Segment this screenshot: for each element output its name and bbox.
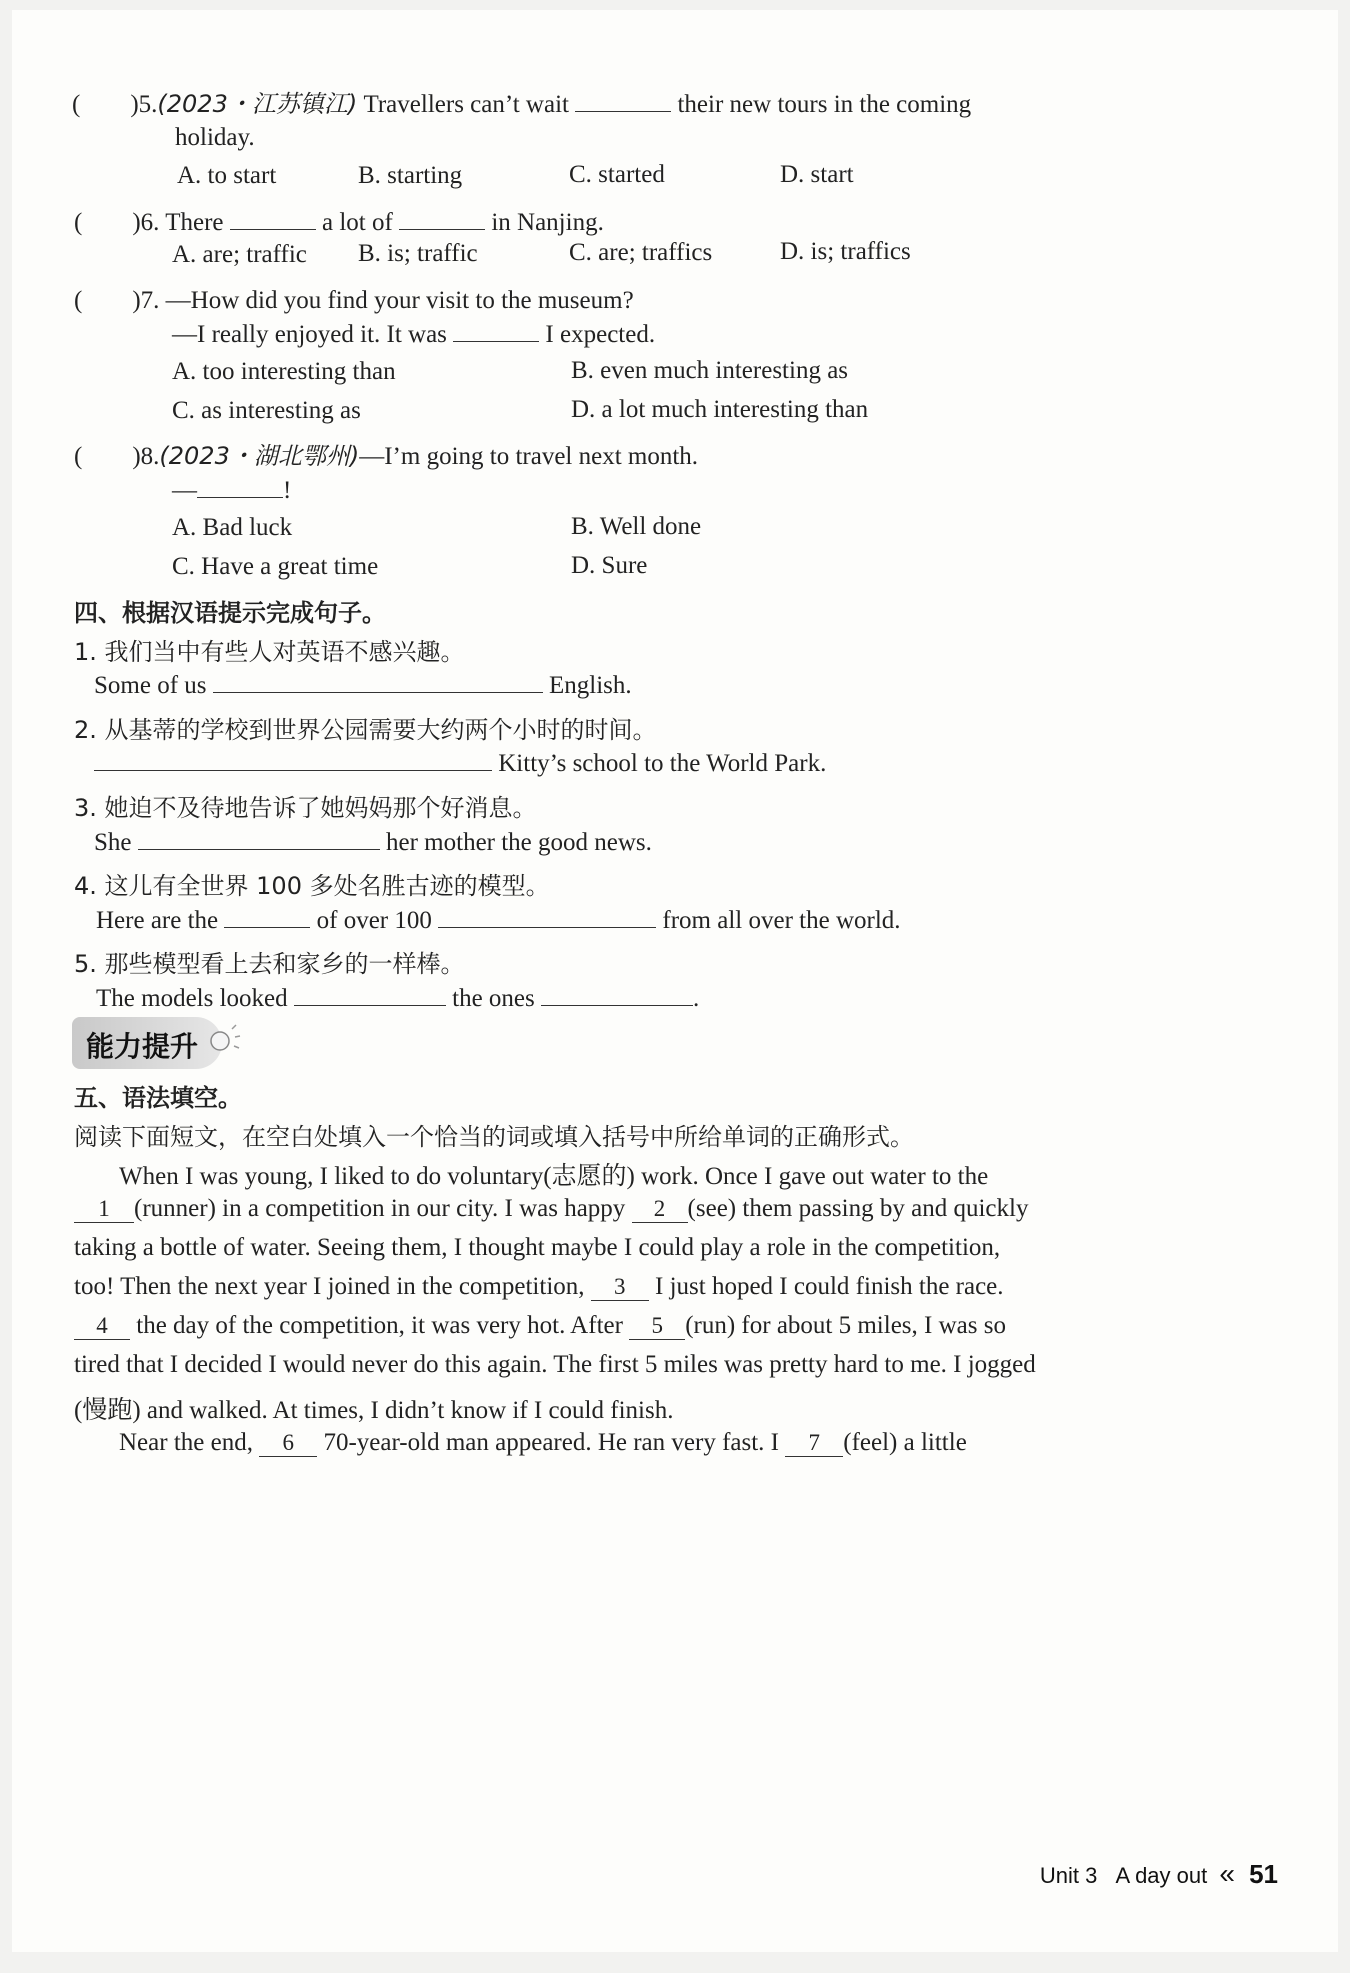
s4-item5-period: . [693,985,700,1012]
s4-item2-chinese: 2. 从基蒂的学校到世界公园需要大约两个小时的时间。 [74,716,657,744]
q5-text-b: their new tours in the coming [677,91,972,118]
q5-line1 [72,84,971,120]
s4-item4-post: from all over the world. [662,907,901,934]
q7-blank[interactable] [453,319,539,342]
q5-blank[interactable] [575,89,671,112]
section5-title: 五、语法填空。 [74,1084,242,1112]
q7-option-c[interactable]: C. as interesting as [172,397,361,424]
passage-line-8b: 70-year-old man appeared. He ran very fast. I [323,1429,779,1456]
blank-3[interactable]: 3 [591,1274,649,1301]
s4-item5-english [96,983,699,1013]
passage-line-5 [74,1312,1006,1340]
s4-item2-post: Kitty’s school to the World Park. [498,750,827,777]
s4-item4-english [96,905,901,935]
q8-option-b[interactable]: B. Well done [571,513,702,540]
blank-6[interactable]: 6 [259,1430,317,1457]
passage-line-8 [119,1429,967,1457]
passage-line-6: tired that I decided I would never do this again. The first 5 miles was pretty hard to me. I jogged [74,1351,1036,1378]
blank-7[interactable]: 7 [785,1430,843,1457]
passage-line-2b: (see) them passing by and quickly [687,1195,1029,1222]
q7-option-d[interactable]: D. a lot much interesting than [571,396,869,423]
workbook-page [12,10,1338,1952]
blank-5[interactable]: 5 [629,1313,685,1340]
ability-badge [72,1017,222,1069]
s4-item1-blank[interactable] [213,670,543,693]
q7-line2-pre: —I really enjoyed it. It was [172,321,447,348]
blank-2[interactable]: 2 [632,1196,688,1223]
footer-title: A day out [1115,1863,1208,1888]
s4-item3-post: her mother the good news. [386,829,652,856]
q6-option-d[interactable]: D. is; traffics [780,238,911,265]
q5-option-b[interactable]: B. starting [358,162,463,189]
s4-item3-pre: She [94,829,132,856]
s4-item2-english [94,748,826,778]
s4-item4-blank-1[interactable] [224,905,310,928]
passage-line-1: When I was young, I liked to do voluntary(志愿的) work. Once I gave out water to the [119,1163,989,1190]
s4-item4-blank-2[interactable] [438,905,656,928]
q5-option-a[interactable]: A. to start [177,162,277,189]
passage-line-2a: (runner) in a competition in our city. I was happy [134,1195,626,1222]
q8-option-d[interactable]: D. Sure [571,552,648,579]
q5-option-c[interactable]: C. started [569,161,665,188]
lightbulb-icon [202,1021,242,1061]
q8-dash: — [172,477,197,504]
passage-line-5b: (run) for about 5 miles, I was so [685,1312,1006,1339]
page-number: 51 [1249,1859,1278,1889]
passage-line-2 [74,1195,1028,1223]
q6-line1 [74,202,604,238]
passage-line-5a: the day of the competition, it was very hot. After [136,1312,623,1339]
blank-4[interactable]: 4 [74,1313,130,1340]
passage-line-4a: too! Then the next year I joined in the competition, [74,1273,585,1300]
q8-line2 [172,475,291,505]
q8-text: —I’m going to travel next month. [359,443,699,470]
passage-line-7: (慢跑) and walked. At times, I didn’t know if I could finish. [74,1397,674,1424]
passage-line-3: taking a bottle of water. Seeing them, I thought maybe I could play a role in the competition, [74,1234,1001,1261]
q6-pre: ( )6. There [74,209,224,236]
s4-item3-blank[interactable] [138,827,380,850]
q8-number: ( )8. [74,443,160,470]
footer-unit: Unit 3 [1039,1863,1098,1888]
s4-item2-blank[interactable] [94,748,492,771]
q6-option-a[interactable]: A. are; traffic [172,241,307,268]
q6-blank-1[interactable] [230,207,316,230]
q6-option-c[interactable]: C. are; traffics [569,239,713,266]
q6-post: in Nanjing. [491,209,604,236]
q8-exclaim: ! [283,477,292,504]
q6-blank-2[interactable] [399,207,485,230]
q5-option-d[interactable]: D. start [780,161,854,188]
s4-item1-post: English. [549,672,632,699]
s4-item5-mid: the ones [452,985,535,1012]
passage-line-8c: (feel) a little [843,1429,967,1456]
q8-blank[interactable] [197,475,283,498]
q7-option-b[interactable]: B. even much interesting as [571,357,849,384]
s4-item4-mid: of over 100 [316,907,432,934]
blank-1[interactable]: 1 [74,1196,134,1223]
s4-item5-blank-2[interactable] [541,983,693,1006]
q8-line1 [74,436,698,472]
s4-item1-english [94,670,632,700]
q5-text-a: Travellers can’t wait [363,91,569,118]
s4-item4-pre: Here are the [96,907,219,934]
q8-source: (2023・湖北鄂州) [159,442,360,470]
s4-item1-chinese: 1. 我们当中有些人对英语不感兴趣。 [74,638,465,666]
q6-option-b[interactable]: B. is; traffic [358,240,478,267]
passage-line-4b: I just hoped I could finish the race. [655,1273,1004,1300]
section4-title: 四、根据汉语提示完成句子。 [74,599,386,627]
q8-option-c[interactable]: C. Have a great time [172,553,379,580]
passage-line-8a: Near the end, [119,1429,253,1456]
q5-source: (2023・江苏镇江) [157,90,358,118]
q8-option-a[interactable]: A. Bad luck [172,514,293,541]
s4-item5-pre: The models looked [96,985,288,1012]
q7-option-a[interactable]: A. too interesting than [172,358,396,385]
q7-line2 [172,319,655,349]
passage-line-4 [74,1273,1004,1301]
section5-instruction: 阅读下面短文，在空白处填入一个恰当的词或填入括号中所给单词的正确形式。 [74,1123,914,1151]
double-chevron-left-icon: « [1219,1858,1235,1889]
q7-line2-post: I expected. [545,321,656,348]
q5-number: ( )5. [72,91,158,118]
s4-item5-blank-1[interactable] [294,983,446,1006]
q6-mid: a lot of [322,209,393,236]
s4-item1-pre: Some of us [94,672,207,699]
page-footer [1040,1858,1278,1890]
badge-label: 能力提升 [86,1030,199,1063]
s4-item3-chinese: 3. 她迫不及待地告诉了她妈妈那个好消息。 [74,794,537,822]
q5-line2: holiday. [175,124,255,151]
q7-line1: ( )7. —How did you find your visit to the museum? [74,287,634,314]
s4-item5-chinese: 5. 那些模型看上去和家乡的一样棒。 [74,950,465,978]
s4-item3-english [94,827,652,857]
s4-item4-chinese: 4. 这儿有全世界 100 多处名胜古迹的模型。 [74,872,550,900]
